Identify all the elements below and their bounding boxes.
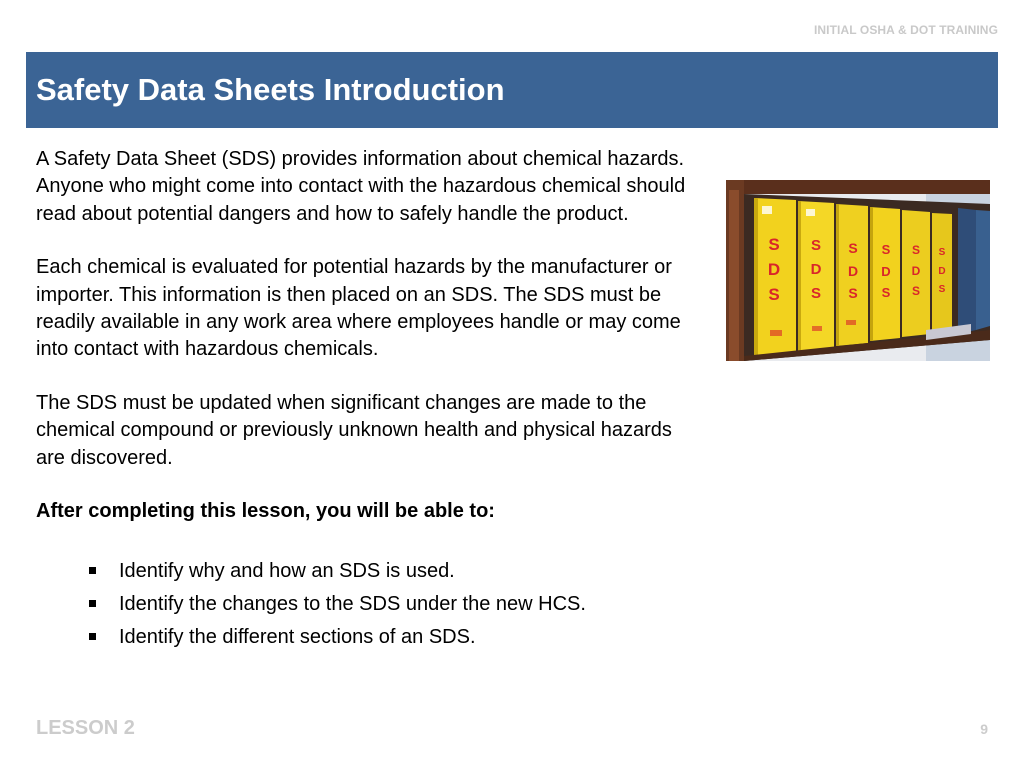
binder-letter: D <box>881 264 891 279</box>
update-paragraph: The SDS must be updated when significant changes are made to the chemical compound or previously unknown health and physical hazards are discovered. <box>36 391 672 469</box>
objectives-list <box>36 555 704 654</box>
binder-letter: S <box>881 285 891 300</box>
evaluation-paragraph: Each chemical is evaluated for potential hazards by the manufacturer or importer. This information is then placed on an SDS. The SDS must be readily available in any work area where employees handle or may come into contact with hazardous chemicals. <box>36 256 681 361</box>
binder-letter: S <box>881 242 891 257</box>
binder-letter: S <box>911 243 921 257</box>
objective-item <box>84 555 704 588</box>
binder-letter: S <box>810 285 822 302</box>
binder-letter: D <box>767 260 781 279</box>
binder-letter: S <box>938 247 946 258</box>
course-label: INITIAL OSHA & DOT TRAINING <box>813 23 998 37</box>
page-title: Safety Data Sheets Introduction <box>36 72 505 107</box>
binder-letter: S <box>768 235 780 254</box>
square-bullet-icon <box>89 600 96 607</box>
binder-letter: S <box>810 237 822 254</box>
binder-letter: D <box>847 263 859 279</box>
objective-text: Identify why and how an SDS is used. <box>119 560 455 583</box>
title-bar <box>26 52 998 128</box>
binder-letter: D <box>938 266 946 277</box>
square-bullet-icon <box>89 633 96 640</box>
lesson-label: LESSON 2 <box>36 717 135 739</box>
binder-letter: D <box>810 261 822 278</box>
objectives-heading: After completing this lesson, you will be able to: <box>36 500 495 523</box>
objective-text: Identify the changes to the SDS under the new HCS. <box>119 593 586 616</box>
slide-body <box>36 146 704 654</box>
binder-letter: D <box>911 264 921 278</box>
binder-letter: S <box>768 285 780 304</box>
sds-binders-photo <box>726 180 990 361</box>
square-bullet-icon <box>89 567 96 574</box>
page-number: 9 <box>980 721 988 737</box>
objective-item <box>84 621 704 654</box>
objective-item <box>84 588 704 621</box>
intro-paragraph: A Safety Data Sheet (SDS) provides information about chemical hazards. Anyone who might come into contact with the hazardous chemical should read about potential dangers and how to safely handle the product. <box>36 148 686 225</box>
objective-text: Identify the different sections of an SDS. <box>119 626 476 649</box>
binder-letter: S <box>848 240 858 256</box>
binder-letter: S <box>848 285 858 301</box>
binder-letter: S <box>938 284 946 295</box>
binder-letter: S <box>911 284 921 298</box>
